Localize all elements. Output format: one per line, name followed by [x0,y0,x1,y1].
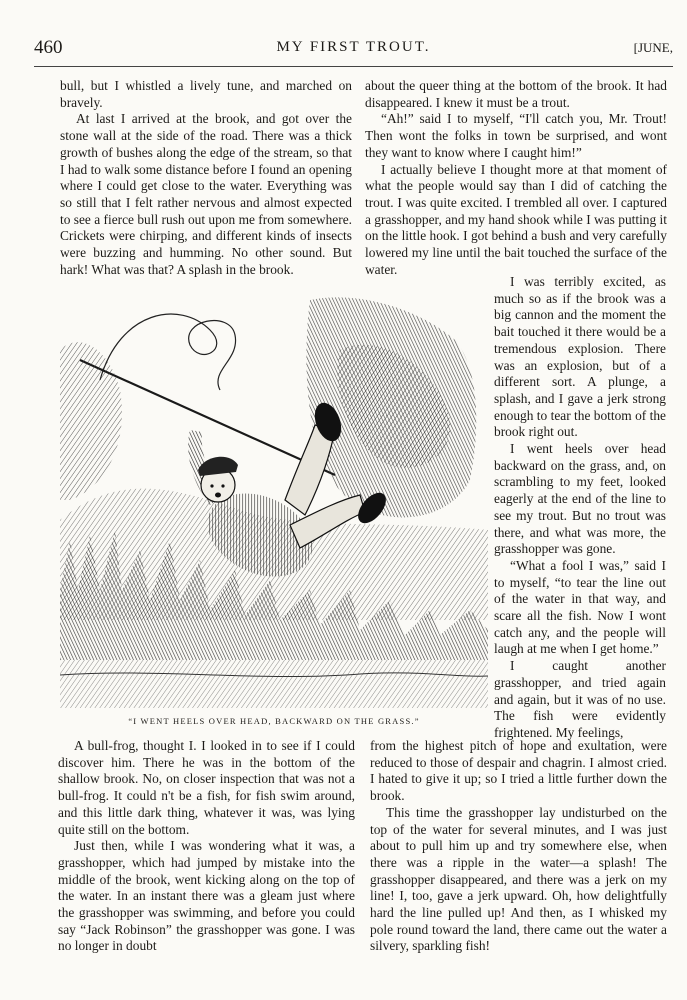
page-number: 460 [34,37,63,58]
paragraph: I was terribly excited, as much so as if the brook was a big cannon and the moment the bait touched it there would be a tremendous explosion. There was an explosion, but of a different sort. A plunge, a splash, and I gave a jerk strong enough to tear the bottom of the brook right out. [494,274,666,440]
column-top-left [60,78,352,278]
column-beside-illustration [494,274,666,742]
paragraph: Just then, while I was wondering what it was, a grasshopper, which had jumped by mistake into the middle of the brook, went kicking along on the top of the water. In an instant there was a gleam just where the grasshopper was swimming, and before you could say “Jack Robinson” the grasshopper was gone. I was no longer in doubt [58,838,355,954]
paragraph: At last I arrived at the brook, and got over the stone wall at the side of the road. There was a thick growth of bushes along the edge of the stream, so that I had to walk some distance before I found an opening where I could get close to the water. Everything was so still that I felt rather nervous and almost expected to see a fierce bull rush out upon me from somewhere. Crickets were chirping, and different kinds of insects were buzzing and humming. No other sound. But hark! What was that? A splash in the brook. [60,111,352,277]
illustration-caption: “I WENT HEELS OVER HEAD, BACKWARD ON THE GRASS.” [128,716,420,726]
paragraph: “What a fool I was,” said I to myself, “to tear the line out of the water in that way, and scare all the fish. Now I wont catch any, and the people will laugh at me when I get home.” [494,557,666,657]
paragraph: I actually believe I thought more at that moment of what the people would say than I did of catching the trout. I was quite excited. I trembled all over. I captured a grasshopper, and my hand shook while I was putting it on the little hook. I got behind a bush and very carefully lowered my line until the bait touched the surface of the water. [365,161,667,277]
header-rule [34,66,673,67]
paragraph: “Ah!” said I to myself, “I'll catch you, Mr. Trout! Then wont the folks in town be surprised, and wont they want to know where I caught him!” [365,111,667,160]
paragraph: bull, but I whistled a lively tune, and marched on bravely. [60,78,352,110]
paragraph: I went heels over head backward on the grass, and, on scrambling to my feet, looked eagerly at the end of the line to see my trout. But no trout was there, and what was more, the grasshopper was gone. [494,441,666,557]
paragraph: about the queer thing at the bottom of the brook. It had disappeared. I knew it must be a trout. [365,78,667,110]
running-header [34,37,673,63]
column-bottom-left [58,738,355,955]
engraving-boy-falling-backward [60,290,488,708]
paragraph: This time the grasshopper lay undisturbed on the top of the water for several minutes, and I was just about to pull him up and try somewhere else, when there was a ripple in the water—a splash! The grasshopper disappeared, and there was a jerk on my line! I, too, gave a jerk upward. Oh, how delightfully hard the line pulled up! And then, as I whisked my pole round toward the land, there came out the water a silvery, sparkling fish! [370,804,667,954]
paragraph: A bull-frog, thought I. I looked in to see if I could discover him. There he was in the bottom of the shallow brook. No, on closer inspection that was not a bull-frog. It could n't be a fish, for fish swim around, and this little dark thing, whatever it was, was lying quite still on the bottom. [58,738,355,837]
issue-month: [JUNE, [633,40,673,55]
paragraph: I caught another grasshopper, and tried again and again, but it was of no use. The fish were evidently frightened. My feelings, [494,658,666,740]
column-top-right [365,78,667,278]
column-bottom-right [370,738,667,955]
running-title: MY FIRST TROUT. [276,39,431,55]
paragraph: from the highest pitch of hope and exultation, were reduced to those of despair and chagrin. I almost cried. I hated to give it up; so I tried a little further down the brook. [370,738,667,804]
